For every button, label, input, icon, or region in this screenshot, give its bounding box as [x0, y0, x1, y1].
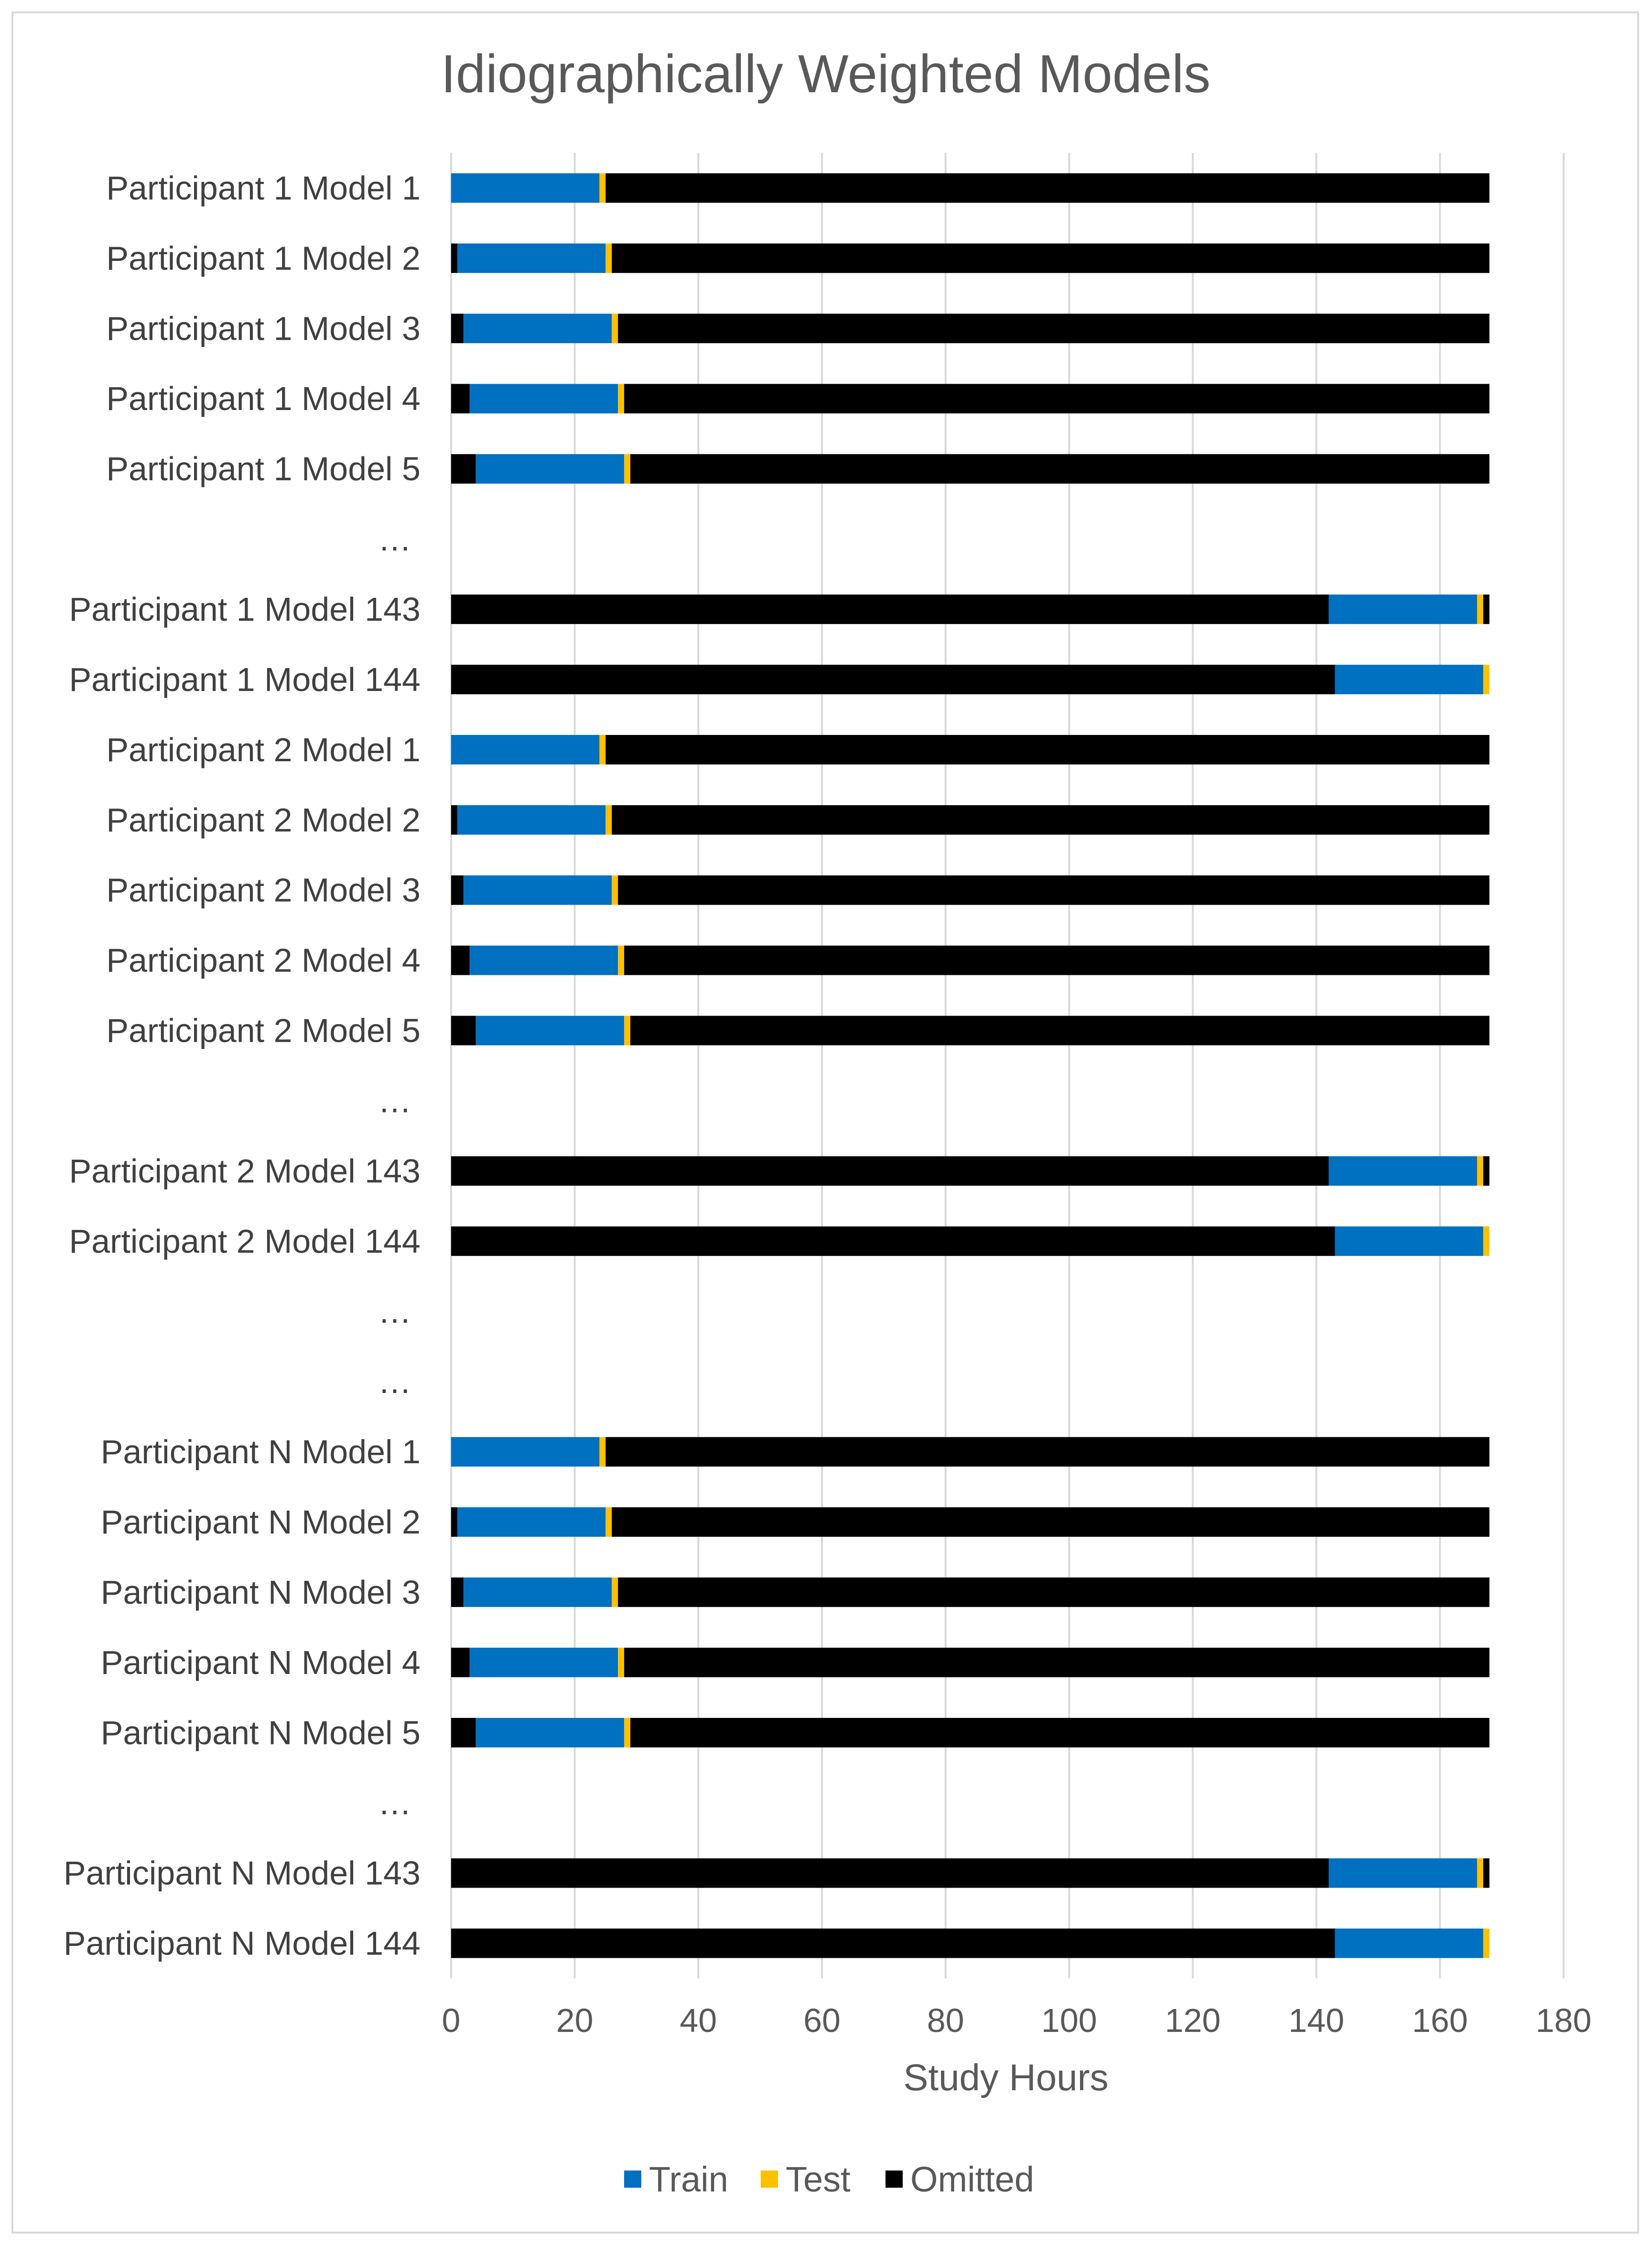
bar-segment-omitted	[451, 1648, 470, 1677]
bars	[451, 173, 1490, 1958]
bar-segment-omitted	[618, 875, 1490, 905]
x-tick-label: 100	[1041, 2002, 1097, 2039]
bar-segment-omitted	[451, 454, 476, 484]
bar-segment-test	[605, 1507, 612, 1537]
bar-segment-train	[1329, 1858, 1477, 1888]
legend-item-test	[761, 2160, 851, 2199]
category-label: Participant 1 Model 5	[106, 450, 421, 488]
bar-segment-omitted	[605, 1437, 1489, 1467]
category-label: Participant 2 Model 5	[106, 1012, 421, 1049]
bar-segment-omitted	[451, 1507, 457, 1537]
bar-segment-train	[451, 735, 599, 765]
bar-segment-train	[476, 1016, 624, 1046]
bar-segment-test	[599, 735, 605, 765]
bar-segment-test	[612, 1577, 618, 1607]
bar-segment-train	[470, 946, 618, 975]
bar-segment-train	[451, 1437, 599, 1467]
legend-label: Test	[786, 2160, 851, 2199]
x-tick-label: 120	[1165, 2002, 1221, 2039]
bar-segment-omitted	[1483, 594, 1490, 624]
bar-segment-omitted	[451, 1016, 476, 1046]
bar-segment-test	[1477, 594, 1483, 624]
bar-segment-omitted	[624, 1648, 1490, 1677]
legend-swatch	[885, 2170, 903, 2188]
bar-segment-test	[1483, 665, 1490, 694]
category-label: Participant 2 Model 4	[106, 941, 421, 979]
bar-segment-train	[457, 1507, 605, 1537]
category-label: Participant 2 Model 144	[69, 1222, 421, 1260]
category-label: Participant 1 Model 3	[106, 310, 421, 347]
bar-segment-train	[1329, 1156, 1477, 1186]
bar-segment-test	[618, 384, 624, 413]
bar-segment-omitted	[451, 384, 470, 413]
bar-segment-train	[457, 244, 605, 273]
bar-segment-test	[618, 946, 624, 975]
bar-segment-train	[476, 1718, 624, 1748]
bar-segment-omitted	[630, 1016, 1490, 1046]
category-label: Participant N Model 143	[63, 1854, 421, 1892]
bar-segment-omitted	[451, 1226, 1335, 1256]
bar-segment-omitted	[451, 594, 1329, 624]
bar-segment-omitted	[618, 1577, 1490, 1607]
x-tick-labels	[442, 2002, 1592, 2039]
x-tick-label: 180	[1535, 2002, 1592, 2039]
category-label: Participant 1 Model 143	[69, 591, 421, 628]
category-label: Participant N Model 5	[100, 1714, 421, 1751]
category-label: Participant 1 Model 1	[106, 169, 421, 207]
category-label: …	[378, 1784, 411, 1822]
bar-segment-omitted	[618, 313, 1490, 343]
bar-segment-omitted	[630, 454, 1490, 484]
legend-swatch	[761, 2170, 778, 2188]
legend-item-train	[624, 2160, 728, 2199]
bar-segment-train	[457, 805, 605, 835]
bar-segment-test	[624, 1718, 630, 1748]
bar-segment-omitted	[624, 384, 1490, 413]
bar-segment-train	[451, 173, 599, 203]
x-tick-label: 140	[1288, 2002, 1345, 2039]
bar-segment-test	[612, 313, 618, 343]
x-tick-label: 160	[1412, 2002, 1468, 2039]
bar-segment-omitted	[1483, 1858, 1490, 1888]
bar-segment-train	[470, 1648, 618, 1677]
bar-segment-test	[599, 173, 605, 203]
bar-segment-omitted	[451, 665, 1335, 694]
bar-segment-omitted	[451, 313, 464, 343]
category-label: …	[378, 1363, 411, 1401]
bar-segment-train	[1335, 665, 1483, 694]
category-label: Participant N Model 1	[100, 1433, 421, 1471]
bar-segment-test	[618, 1648, 624, 1677]
bar-segment-test	[624, 1016, 630, 1046]
category-label: Participant 2 Model 143	[69, 1152, 421, 1190]
x-tick-label: 60	[803, 2002, 841, 2039]
bar-segment-omitted	[451, 1929, 1335, 1958]
bar-segment-train	[1335, 1929, 1483, 1958]
x-tick-label: 0	[442, 2002, 461, 2039]
x-tick-label: 40	[680, 2002, 717, 2039]
chart-title: Idiographically Weighted Models	[441, 44, 1211, 104]
legend-item-omitted	[885, 2160, 1034, 2199]
legend-swatch	[624, 2170, 641, 2188]
category-label: Participant 1 Model 144	[69, 660, 421, 698]
bar-segment-train	[464, 313, 612, 343]
bar-segment-omitted	[605, 735, 1489, 765]
bar-segment-train	[464, 1577, 612, 1607]
bar-segment-omitted	[624, 946, 1490, 975]
bar-segment-omitted	[451, 1718, 476, 1748]
category-label: Participant 1 Model 4	[106, 380, 421, 418]
x-tick-label: 80	[927, 2002, 964, 2039]
bar-segment-omitted	[451, 946, 470, 975]
bar-segment-train	[1335, 1226, 1483, 1256]
bar-segment-omitted	[451, 875, 464, 905]
category-label: Participant N Model 144	[63, 1924, 421, 1962]
bar-segment-test	[1483, 1226, 1490, 1256]
x-axis-title: Study Hours	[903, 2056, 1109, 2098]
bar-segment-test	[1477, 1156, 1483, 1186]
category-label: Participant N Model 3	[100, 1573, 421, 1611]
bar-segment-test	[599, 1437, 605, 1467]
category-label: …	[378, 1082, 411, 1120]
bar-segment-test	[605, 244, 612, 273]
bar-segment-test	[612, 875, 618, 905]
bar-segment-test	[605, 805, 612, 835]
category-label: Participant 2 Model 3	[106, 871, 421, 909]
category-label: Participant N Model 2	[100, 1503, 421, 1541]
bar-segment-omitted	[630, 1718, 1490, 1748]
bar-segment-omitted	[451, 1858, 1329, 1888]
category-label: …	[378, 1293, 411, 1330]
legend-label: Train	[649, 2160, 728, 2199]
bar-segment-omitted	[1483, 1156, 1490, 1186]
bar-segment-omitted	[612, 244, 1490, 273]
category-label: Participant N Model 4	[100, 1643, 421, 1681]
bar-segment-omitted	[612, 1507, 1490, 1537]
bar-segment-omitted	[451, 1577, 464, 1607]
bar-segment-train	[470, 384, 618, 413]
bar-segment-test	[624, 454, 630, 484]
bar-segment-test	[1483, 1929, 1490, 1958]
bar-segment-omitted	[451, 805, 457, 835]
category-label: Participant 2 Model 1	[106, 731, 421, 768]
category-label: Participant 2 Model 2	[106, 801, 421, 839]
bar-segment-omitted	[451, 244, 457, 273]
category-label: …	[378, 520, 411, 558]
bar-segment-omitted	[451, 1156, 1329, 1186]
gridlines	[451, 153, 1564, 1978]
category-label: Participant 1 Model 2	[106, 239, 421, 277]
bar-segment-omitted	[612, 805, 1490, 835]
x-tick-label: 20	[556, 2002, 594, 2039]
legend	[624, 2160, 1034, 2199]
bar-segment-omitted	[605, 173, 1489, 203]
legend-label: Omitted	[910, 2160, 1035, 2199]
bar-segment-train	[476, 454, 624, 484]
category-labels	[64, 169, 421, 1962]
bar-segment-train	[1329, 594, 1477, 624]
bar-segment-train	[464, 875, 612, 905]
bar-segment-test	[1477, 1858, 1483, 1888]
